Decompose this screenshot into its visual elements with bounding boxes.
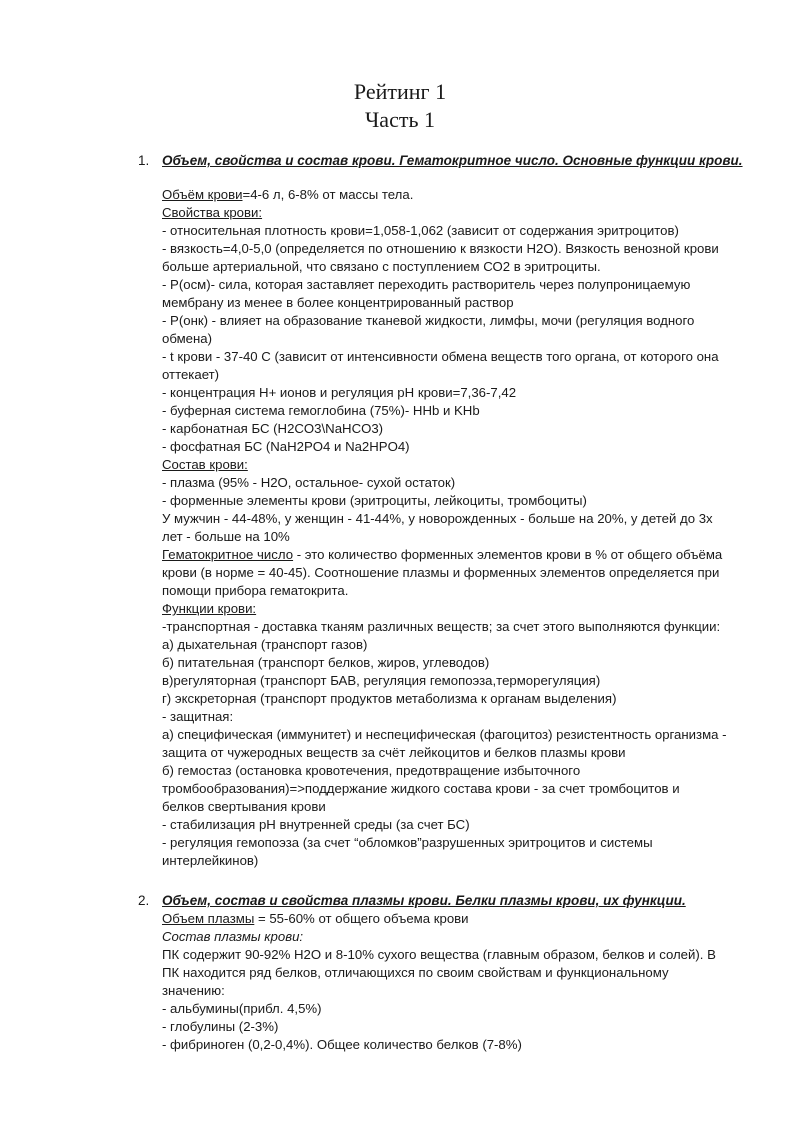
document-subtitle: Часть 1 [365,107,435,132]
section-1-title: Объем, свойства и состав крови. Гематокритное число. Основные функции крови. [162,153,743,168]
text-line: -транспортная - доставка тканям различных веществ; за счет этого выполняются функции: [162,619,721,634]
text-line: тромбообразования)=>поддержание жидкого состава крови - за счет тромбоцитов и [162,781,680,796]
text-line: б) питательная (транспорт белков, жиров, углеводов) [162,655,490,670]
text-line: - стабилизация рН внутренней среды (за счет БС) [162,817,470,832]
text-line [162,186,752,204]
text-line: интерлейкинов) [162,853,259,868]
text-line [162,204,752,222]
section-1-body [162,186,752,870]
text-line: мембрану из менее в более концентрированный раствор [162,295,514,310]
underlined-term: Функции крови: [162,601,257,616]
text-line: белков свертывания крови [162,799,326,814]
underlined-term: Гематокритное число [162,547,294,562]
underlined-term: Свойства крови: [162,205,263,220]
section-1-number: 1. [138,153,150,168]
line-text: =4-6 л, 6-8% от массы тела. [242,187,414,202]
text-line: - карбонатная БС (H2CO3\NaHCO3) [162,421,384,436]
text-line: ПК находится ряд белков, отличающихся по своим свойствам и функциональному [162,965,669,980]
text-line: - P(онк) - влияет на образование тканевой жидкости, лимфы, мочи (регуляция водного [162,313,695,328]
text-line: оттекает) [162,367,220,382]
text-line: крови (в норме = 40-45). Соотношение плазмы и форменных элементов определяется при [162,565,720,580]
line-text: - это количество форменных элементов крови в % от общего объёма [293,547,723,562]
text-line [162,456,752,474]
text-line: - буферная система гемоглобина (75%)- HHb и KHb [162,403,480,418]
text-line: - глобулины (2-3%) [162,1019,279,1034]
text-line: - защитная: [162,709,234,724]
underlined-term: Состав крови: [162,457,248,472]
text-line: У мужчин - 44-48%, у женщин - 41-44%, у новорожденных - больше на 20%, у детей до 3х [162,511,713,526]
text-line: - фосфатная БС (NaH2PO4 и Na2HPO4) [162,439,410,454]
text-line: помощи прибора гематокрита. [162,583,349,598]
text-line [162,928,752,946]
text-line [162,546,752,564]
text-line: - альбумины(прибл. 4,5%) [162,1001,322,1016]
section-2-body [162,910,752,1054]
text-line: - относительная плотность крови=1,058-1,062 (зависит от содержания эритроцитов) [162,223,679,238]
section-2-heading [138,892,778,910]
text-line: - фибриноген (0,2-0,4%). Общее количество белков (7-8%) [162,1037,522,1052]
section-1-heading [138,152,778,170]
text-line: - концентрация Н+ ионов и регуляция рН крови=7,36-7,42 [162,385,517,400]
text-line [162,910,752,928]
text-line: а) специфическая (иммунитет) и неспецифическая (фагоцитоз) резистентность организма - [162,727,727,742]
text-line: в)регуляторная (транспорт БАВ, регуляция гемопоэза,терморегуляция) [162,673,601,688]
text-line: лет - больше на 10% [162,529,290,544]
text-line: г) экскреторная (транспорт продуктов метаболизма к органам выделения) [162,691,617,706]
underlined-term: Объем плазмы [162,911,255,926]
text-line: значению: [162,983,225,998]
underlined-term: Объём крови [162,187,243,202]
text-line [162,600,752,618]
text-line: - t крови - 37-40 С (зависит от интенсивности обмена веществ того органа, от которого она [162,349,719,364]
text-line: ПК содержит 90-92% Н2О и 8-10% сухого вещества (главным образом, белков и солей). В [162,947,716,962]
text-line: - форменные элементы крови (эритроциты, лейкоциты, тромбоциты) [162,493,587,508]
text-line: б) гемостаз (остановка кровотечения, предотвращение избыточного [162,763,581,778]
section-2-number: 2. [138,893,150,908]
text-line: - P(осм)- сила, которая заставляет переходить растворитель через полупроницаемую [162,277,691,292]
line-text: = 55-60% от общего объема крови [254,911,469,926]
text-line: защита от чужеродных веществ за счёт лейкоцитов и белков плазмы крови [162,745,626,760]
italic-subheading: Состав плазмы крови: [162,929,304,944]
text-line: больше артериальной, что связано с поступлением СО2 в эритроциты. [162,259,601,274]
section-2-title: Объем, состав и свойства плазмы крови. Белки плазмы крови, их функции. [162,893,686,908]
text-line: - вязкость=4,0-5,0 (определяется по отношению к вязкости Н2О). Вязкость венозной крови [162,241,719,256]
text-line: а) дыхательная (транспорт газов) [162,637,368,652]
text-line: - регуляция гемопоэза (за счет “обломков”разрушенных эритроцитов и системы [162,835,653,850]
text-line: - плазма (95% - Н2О, остальное- сухой остаток) [162,475,456,490]
document-title: Рейтинг 1 [353,79,447,104]
text-line: обмена) [162,331,213,346]
